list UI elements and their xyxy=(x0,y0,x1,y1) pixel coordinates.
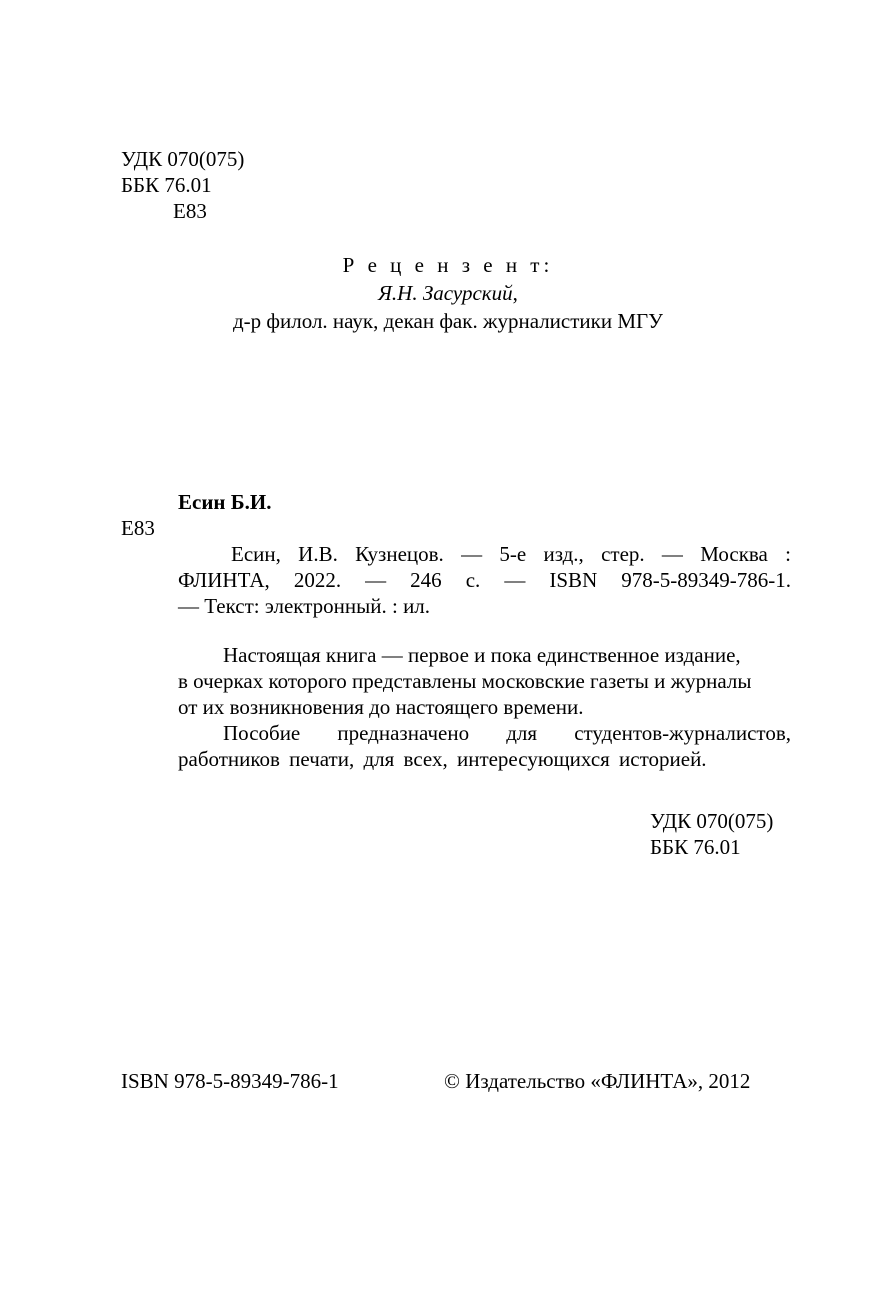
udk-code-bottom: УДК 070(075) xyxy=(650,809,774,833)
catalog-author: Есин Б.И. xyxy=(178,490,272,514)
udk-block-top xyxy=(121,146,244,224)
catalog-desc-line-2: ФЛИНТА, 2022. — 246 с. — ISBN 978-5-89349-786-1. xyxy=(178,568,791,592)
reviewer-block xyxy=(0,252,896,336)
annotation xyxy=(178,642,791,772)
reviewer-title: д-р филол. наук, декан фак. журналистики МГУ xyxy=(232,309,664,333)
reviewer-heading: Р е ц е н з е н т: xyxy=(342,253,554,277)
catalog-desc-line-3: — Текст: электронный. : ил. xyxy=(178,594,431,618)
reviewer-name-line xyxy=(0,280,896,308)
reviewer-name: Я.Н. Засурский xyxy=(378,281,513,305)
annotation-p2-line-2: работников печати, для всех, интересующихся историей. xyxy=(178,747,707,771)
udk-block-bottom xyxy=(650,808,773,860)
annotation-p1-line-2: в очерках которого представлены московские газеты и журналы xyxy=(178,669,752,693)
catalog-description xyxy=(178,541,791,619)
reviewer-name-comma: , xyxy=(512,281,518,305)
annotation-p2-line-1: Пособие предназначено для студентов-журналистов, xyxy=(223,721,791,745)
annotation-p1-line-3: от их возникновения до настоящего времени. xyxy=(178,695,584,719)
isbn: ISBN 978-5-89349-786-1 xyxy=(121,1069,339,1093)
catalog-index: Е83 xyxy=(121,516,155,540)
bbk-code: ББК 76.01 xyxy=(121,173,212,197)
udk-code: УДК 070(075) xyxy=(121,147,245,171)
copyright: © Издательство «ФЛИНТА», 2012 xyxy=(444,1069,751,1093)
catalog-desc-line-1: Есин, И.В. Кузнецов. — 5-е изд., стер. — Москва : xyxy=(231,542,791,566)
annotation-p1-line-1: Настоящая книга — первое и пока единственное издание, xyxy=(223,643,741,667)
bbk-code-bottom: ББК 76.01 xyxy=(650,835,741,859)
author-index: Е83 xyxy=(173,199,207,223)
